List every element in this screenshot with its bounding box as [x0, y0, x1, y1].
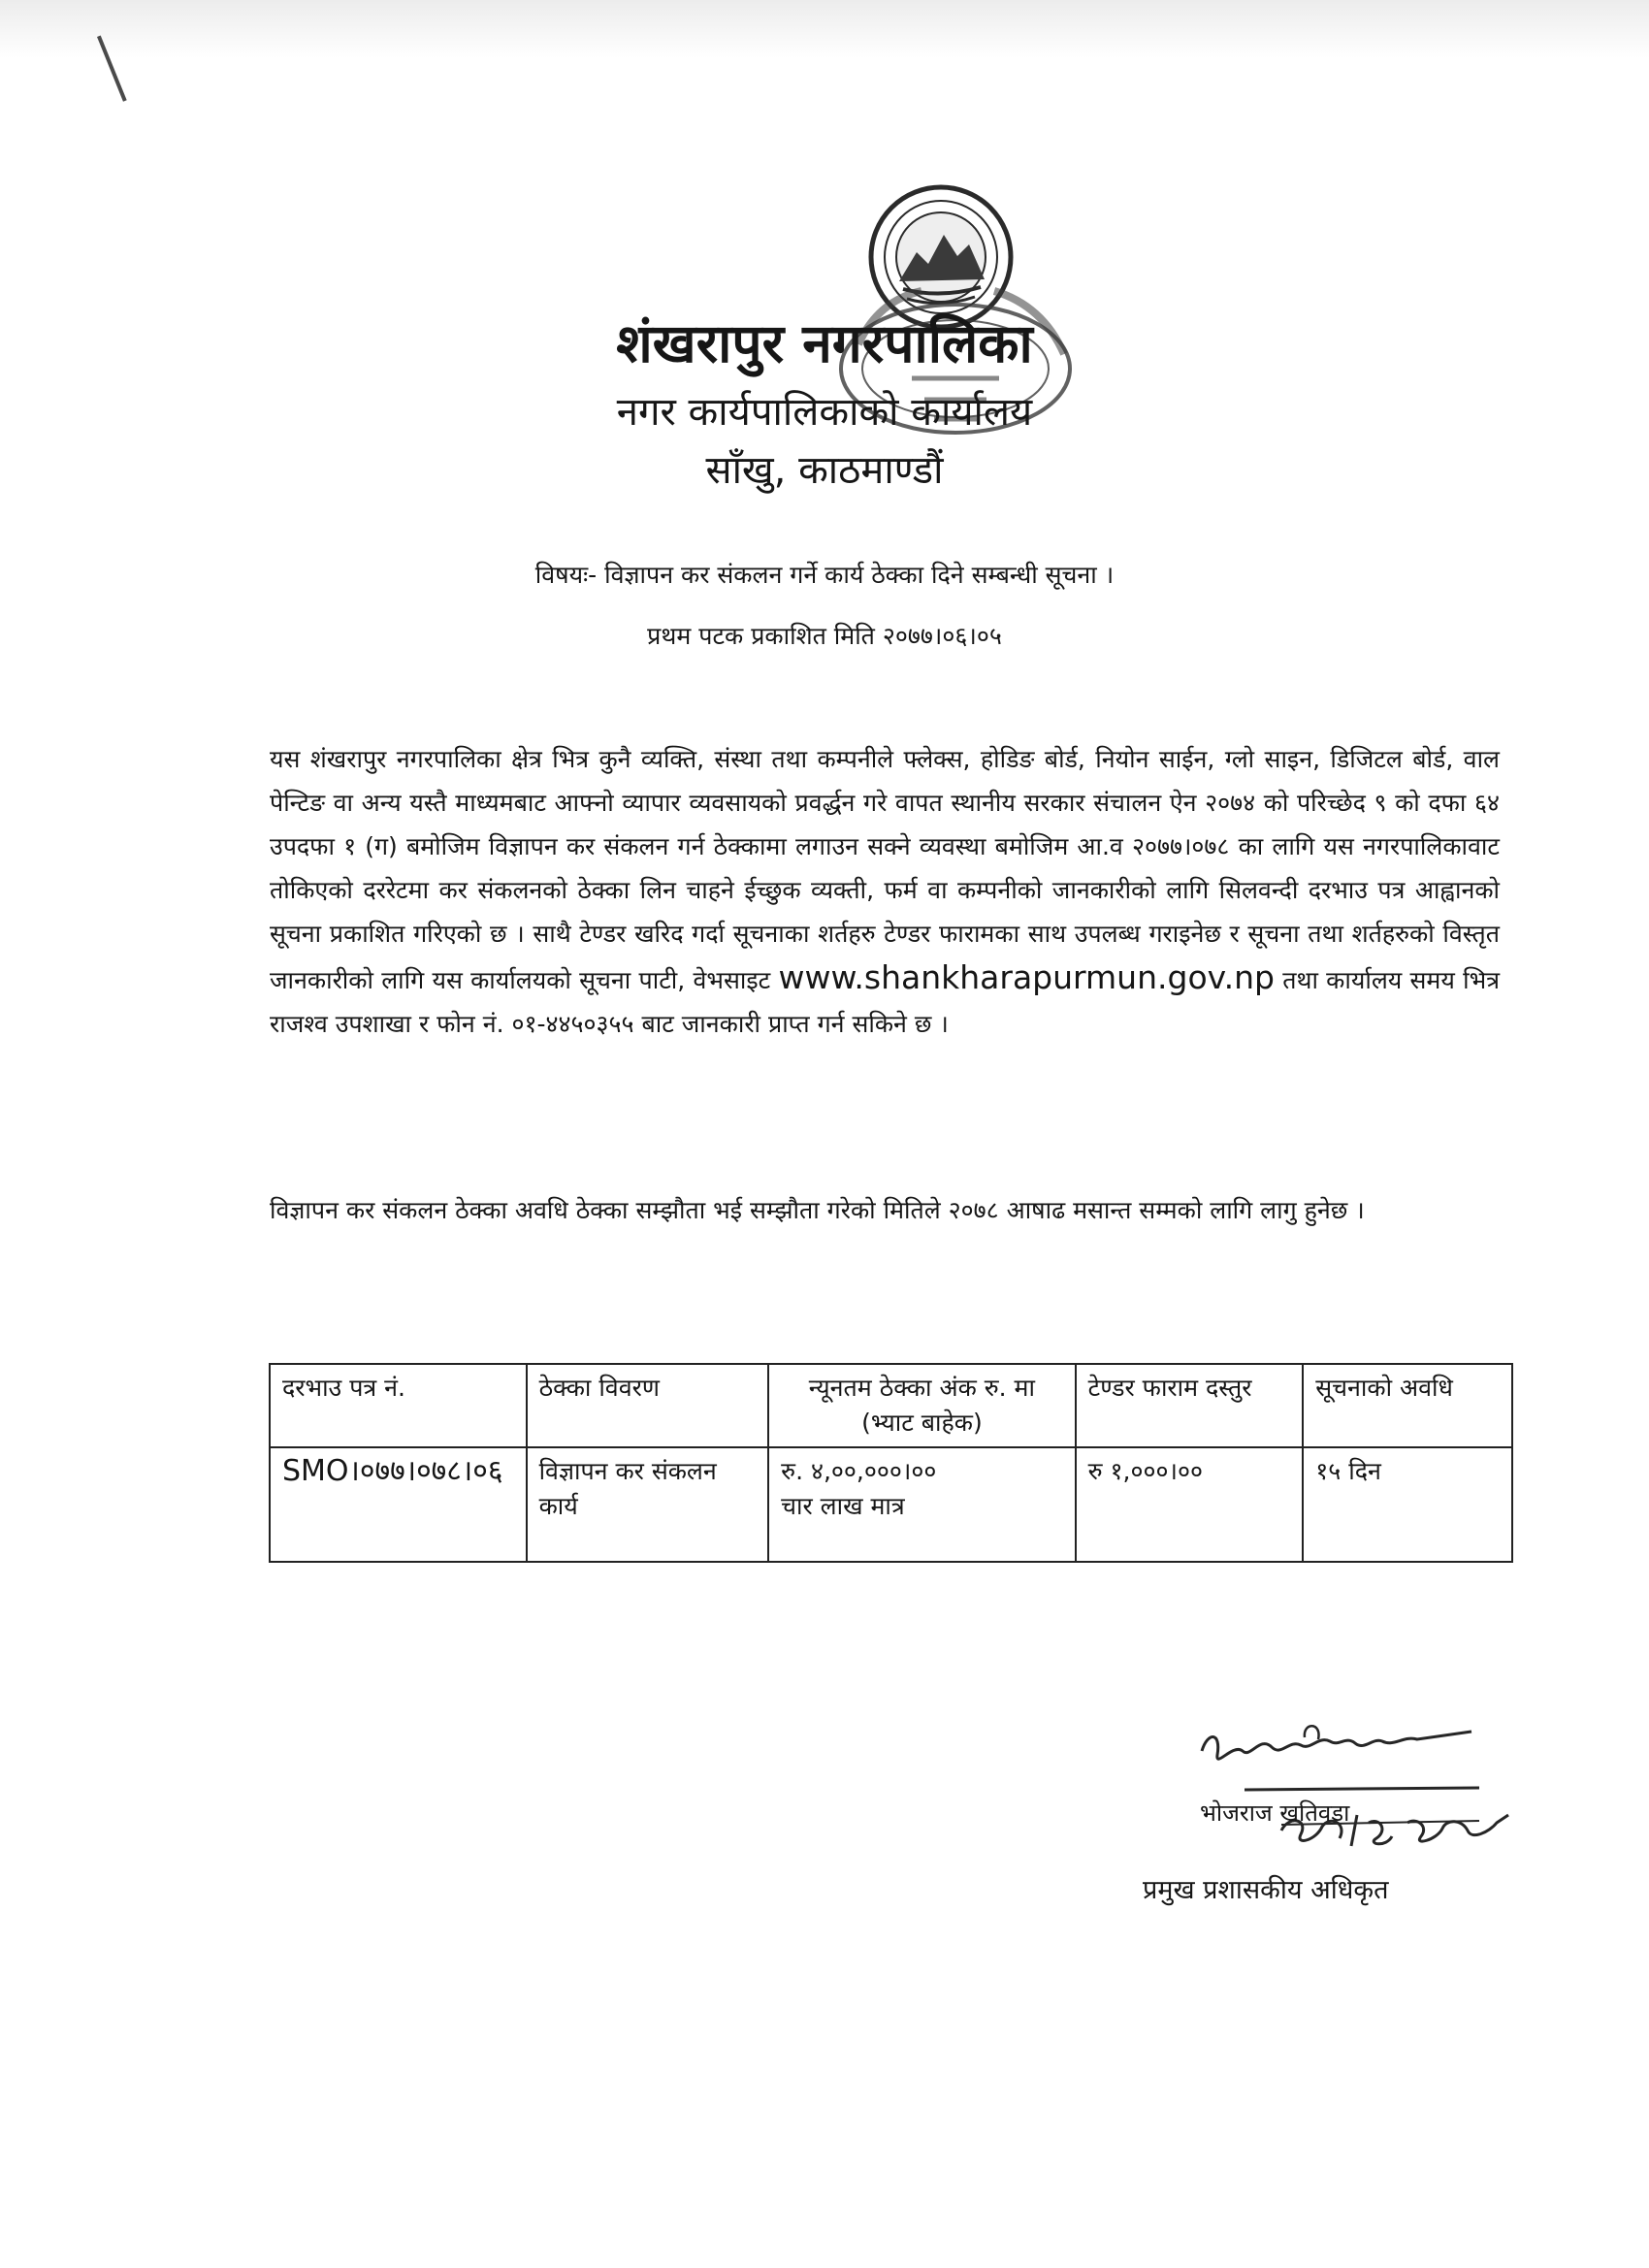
contract-period-paragraph: विज्ञापन कर संकलन ठेक्का अवधि ठेक्का सम्झौता भई सम्झौता गरेको मितिले २०७८ आषाढ मसान्त सम्मको लागि लागु हुनेछ । [270, 1196, 1365, 1224]
col-header-notice-period: सूचनाको अवधि [1303, 1364, 1512, 1447]
office-address: साँखु, काठमाण्डौं [705, 448, 944, 493]
notice-subject: विषयः- विज्ञापन कर संकलन गर्ने कार्य ठेक्का दिने सम्बन्धी सूचना । [534, 561, 1115, 589]
cell-contract-desc: विज्ञापन कर संकलन कार्य [527, 1447, 769, 1562]
signatory-title: प्रमुख प्रशासकीय अधिकृत [1143, 1875, 1389, 1905]
publication-line [0, 619, 1649, 652]
scan-shading [0, 0, 1649, 58]
table-row [270, 1447, 1512, 1562]
office-name: नगर कार्यपालिकाको कार्यालय [616, 390, 1033, 435]
table-header-row [270, 1364, 1512, 1447]
municipality-name: शंखरापुर नगरपालिका [616, 312, 1033, 374]
col-header-form-fee: टेण्डर फाराम दस्तुर [1076, 1364, 1304, 1447]
col-header-bid-no: दरभाउ पत्र नं. [270, 1364, 527, 1447]
signatory-name: भोजराज खतिवडा [1200, 1799, 1350, 1827]
cell-notice-period: १५ दिन [1303, 1447, 1512, 1562]
cell-form-fee: रु १,०००।०० [1076, 1447, 1304, 1562]
published-date: २०७७।०६।०५ [882, 622, 1002, 650]
cell-min-amount [768, 1447, 1076, 1562]
col-header-min-amount: न्यूनतम ठेक्का अंक रु. मा (भ्याट बाहेक) [768, 1364, 1076, 1447]
col-header-contract-desc: ठेक्का विवरण [527, 1364, 769, 1447]
published-label: प्रथम पटक प्रकाशित मिति [647, 622, 875, 650]
notice-body-paragraph [270, 737, 1500, 1046]
website-link[interactable]: www.shankharapurmun.gov.np [778, 958, 1275, 996]
tender-table [269, 1363, 1513, 1563]
cell-bid-no: SMO।०७७।०७८।०६ [270, 1447, 527, 1562]
min-amount-words: चार लाख मात्र [781, 1492, 905, 1520]
body-text-tail: तथा कार्यालय समय भित्र राजश्व उपशाखा र फोन नं. ०१-४४५०३५५ बाट जानकारी प्राप्त गर्न सकिने छ । [270, 966, 1500, 1038]
body-text: यस शंखरापुर नगरपालिका क्षेत्र भित्र कुनै व्यक्ति, संस्था तथा कम्पनीले फ्लेक्स, होडिङ बोर्ड, नियोन साईन, ग्लो साइन, डिजिटल बोर्ड, वाल पेन्टिङ वा अन्य यस्तै माध्यमबाट आफ्नो व्यापार व्यवसायको प्रवर्द्धन गरे वापत स्थानीय सरकार संचालन ऐन २०७४ को परिच्छेद ९ को दफा ६४ उपदफा १ (ग) बमोजिम विज्ञापन कर संकलन गर्न ठेक्कामा लगाउन सक्ने व्यवस्था बमोजिम आ.व २०७७।०७८ का लागि यस नगरपालिकावाट तोकिएको दररेटमा कर संकलनको ठेक्का लिन चाहने ईच्छुक व्यक्ती, फर्म वा कम्पनीको जानकारीको लागि सिलवन्दी दरभाउ पत्र आह्वानको सूचना प्रकाशित गरिएको छ । साथै टेण्डर खरिद गर्दा सूचनाका शर्तहरु टेण्डर फारामका साथ उपलब्ध गराइनेछ र सूचना तथा शर्तहरुको विस्तृत जानकारीको लागि यस कार्यालयको सूचना पाटी, वेभसाइट [270, 745, 1500, 994]
min-amount-figure: रु. ४,००,०००।०० [781, 1457, 937, 1485]
